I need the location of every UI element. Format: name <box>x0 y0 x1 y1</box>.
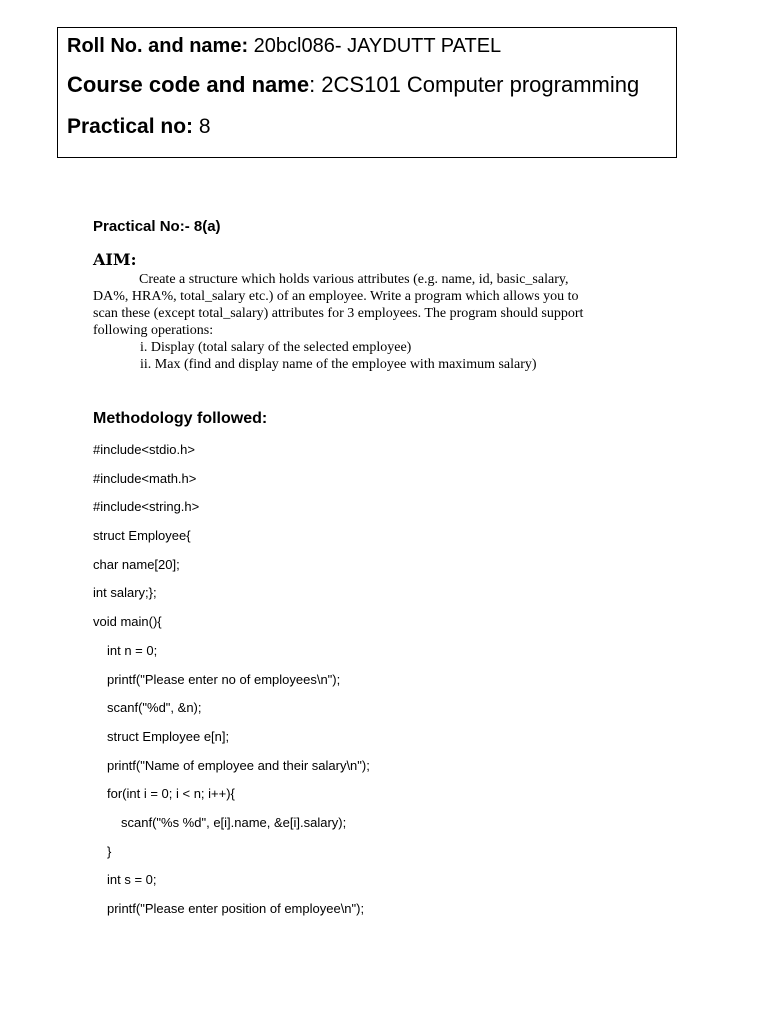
code-line: #include<string.h> <box>93 499 200 515</box>
code-line: } <box>107 843 112 859</box>
aim-operation-2: ii. Max (find and display name of the employee with maximum salary) <box>140 357 537 372</box>
practical-label: Practical no: <box>67 115 194 138</box>
aim-line-4: following operations: <box>93 323 214 338</box>
code-line: printf("Name of employee and their salary\n"); <box>107 757 370 773</box>
practical-value: 8 <box>193 115 211 138</box>
header-info-box <box>57 27 677 158</box>
practical-title: Practical No:- 8(a) <box>93 218 221 235</box>
code-line: #include<math.h> <box>93 470 197 486</box>
aim-line-2: DA%, HRA%, total_salary etc.) of an employee. Write a program which allows you to <box>93 289 579 304</box>
roll-row <box>67 34 501 58</box>
code-line: printf("Please enter no of employees\n"); <box>107 671 341 687</box>
code-line: struct Employee e[n]; <box>107 728 230 744</box>
aim-heading: AIM: <box>93 250 137 269</box>
code-line: for(int i = 0; i < n; i++){ <box>107 786 235 802</box>
code-line: int n = 0; <box>107 642 158 658</box>
code-line: int salary;}; <box>93 585 157 601</box>
code-line: scanf("%s %d", e[i].name, &e[i].salary); <box>121 814 347 830</box>
roll-label: Roll No. and name: <box>67 35 249 57</box>
aim-text <box>93 271 683 373</box>
code-line: struct Employee{ <box>93 528 191 544</box>
aim-operation-1: i. Display (total salary of the selected employee) <box>140 340 412 355</box>
code-line: printf("Please enter position of employee\n"); <box>107 901 365 916</box>
code-line: int s = 0; <box>107 872 157 888</box>
course-value: : 2CS101 Computer programming <box>309 72 640 97</box>
methodology-heading: Methodology followed: <box>93 410 268 427</box>
practical-row <box>67 115 211 139</box>
code-listing <box>93 440 370 928</box>
course-row <box>67 73 639 97</box>
code-line: #include<stdio.h> <box>93 442 195 457</box>
code-line: char name[20]; <box>93 556 180 572</box>
aim-line-3: scan these (except total_salary) attributes for 3 employees. The program should support <box>93 306 584 321</box>
aim-line-1: Create a structure which holds various attributes (e.g. name, id, basic_salary, <box>139 272 569 287</box>
code-line: scanf("%d", &n); <box>107 700 202 716</box>
roll-value: 20bcl086- JAYDUTT PATEL <box>248 35 502 57</box>
code-line: void main(){ <box>93 614 162 630</box>
course-label: Course code and name <box>67 72 310 97</box>
